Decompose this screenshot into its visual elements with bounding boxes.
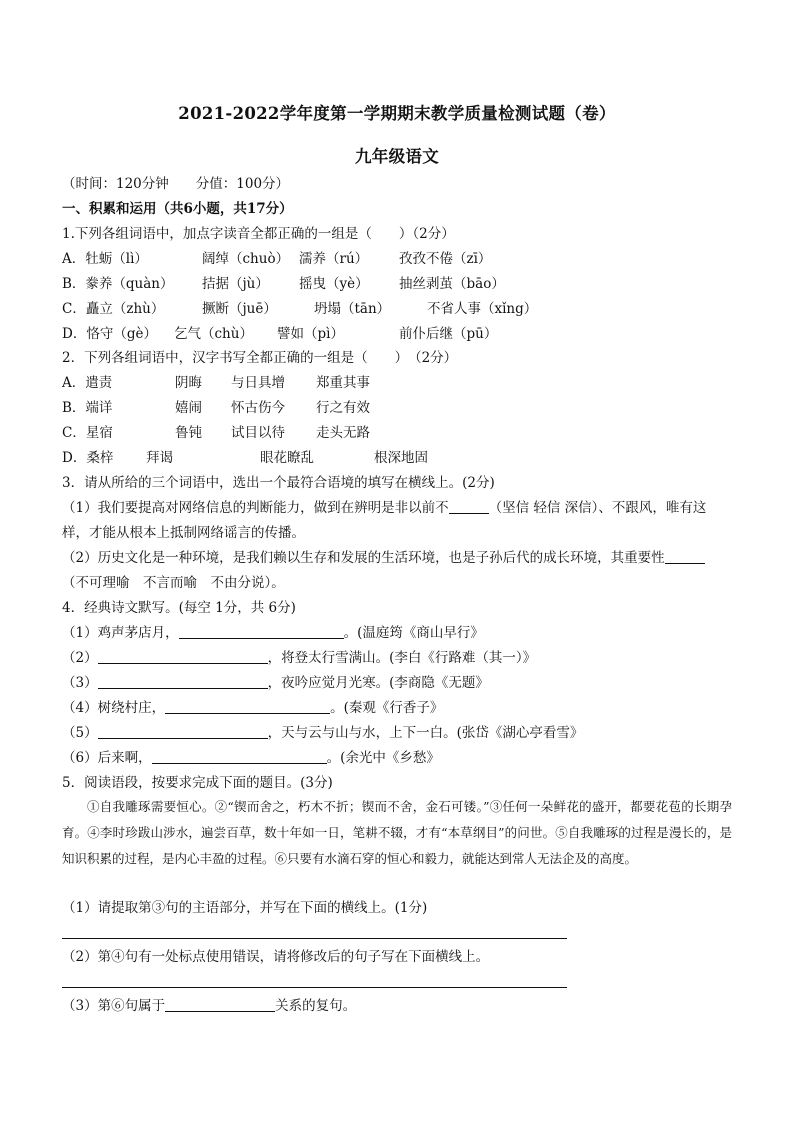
answer-line[interactable] [62,987,567,988]
option-word: 譬如（pì） [277,326,344,342]
text-segment: 。(温庭筠《商山早行》 [343,625,484,641]
exam-meta: （时间：120分钟 分值：100分） [62,176,290,192]
option-word: 郑重其事 [316,375,370,391]
option-word: 抽丝剥茧（bāo） [399,276,505,292]
text-segment: （5） [62,725,98,741]
question-5-sub-2: （2）第④句有一处标点使用错误，请将修改后的句子写在下面横线上。 [62,949,490,965]
option-word: B．豢养（quàn） [62,276,174,292]
text-segment: （3） [62,675,98,691]
text-segment: ，夜吟应觉月光寒。(李商隐《无题》 [267,675,489,691]
question-2-option-d [62,448,428,468]
text-segment: ，天与云与山与水，上下一白。(张岱《湖心亭看雪》 [267,725,584,741]
text-segment: （6）后来啊， [62,750,152,766]
poem-item-6 [62,748,440,768]
question-1-option-b [62,274,505,294]
question-1-option-d [62,324,497,344]
text-segment: （2） [62,650,98,666]
fill-blank[interactable] [165,997,275,1012]
option-word: A．牡蛎（lì） [62,251,148,267]
option-word: 乞气（chù） [174,326,253,342]
fill-blank[interactable] [152,749,327,764]
text-segment: （坚信 轻信 深信）、不跟风，唯有这 [488,500,707,516]
section-heading: 一、积累和运用（共6小题，共17分） [62,201,293,217]
fill-blank[interactable] [665,549,705,564]
question-1-option-c [62,299,537,319]
question-1-option-a [62,249,491,269]
option-word: 行之有效 [316,400,370,416]
exam-subject: 九年级语文 [355,147,439,166]
option-word: 孜孜不倦（zī） [399,251,492,267]
option-word: 坍塌（tān） [314,301,391,317]
option-word: A．遣责 [62,375,113,391]
option-word: 濡养（rú） [299,251,369,267]
question-3-part-2 [62,548,705,568]
option-word: 摇曳（yè） [299,276,369,292]
option-word: 怀古伤今 [231,400,285,416]
text-segment: （4）树绕村庄， [62,700,166,716]
text-segment: （1）鸡声茅店月， [62,625,179,641]
option-word: B．端详 [62,400,113,416]
option-word: 嬉闹 [175,400,202,416]
text-segment: ，将登太行雪满山。(李白《行路难（其一）》 [267,650,537,666]
fill-blank[interactable] [179,624,344,639]
poem-item-3 [62,673,489,693]
question-5-sub-1: （1）请提取第③句的主语部分，并写在下面的横线上。(1分) [62,900,428,916]
option-word: 拜谒 [146,450,173,466]
question-3-part-1 [62,498,706,518]
poem-item-1 [62,623,484,643]
option-word: 根深地固 [374,450,428,466]
fill-blank[interactable] [98,649,268,664]
exam-title: 2021-2022学年度第一学期期末教学质量检测试题（卷） [178,104,616,123]
option-word: D．恪守（gè） [62,326,157,342]
option-word: 试目以待 [231,425,285,441]
text-segment: 。(秦观《行香子》 [330,700,444,716]
option-word: 走头无路 [316,425,370,441]
option-word: C．星宿 [62,425,113,441]
poem-item-2 [62,648,536,668]
fill-blank[interactable] [98,674,268,689]
reading-passage: ①自我雕琢需要恒心。②“锲而舍之，朽木不折；锲而不舍，金石可镂。”③任何一朵鲜花的盛开，都要花苞的长期孕育。④李时珍跋山涉水，遍尝百草，数十年如一日，笔耕不辍，才有“本草纲目”的问世。⑤自我雕琢的过程是漫长的，是知识积累的过程，是内心丰盈的过程。⑥只要有水滴石穿的恒心和毅力，就能达到常人无法企及的高度。 [62,799,732,866]
text-segment: （3）第⑥句属于 [62,998,166,1014]
fill-blank[interactable] [165,699,330,714]
question-2-option-a [62,373,370,393]
question-5-sub-3 [62,996,356,1016]
fill-blank[interactable] [449,499,489,514]
question-3-stem: 3．请从所给的三个词语中，选出一个最符合语境的填写在横线上。(2分) [62,475,495,491]
question-4-stem: 4．经典诗文默写。(每空 1分，共 6分) [62,600,296,616]
option-word: 前仆后继（pū） [399,326,498,342]
text-segment: 。(余光中《乡愁》 [326,750,440,766]
option-word: 拮据（jù） [202,276,269,292]
option-word: 阔绰（chuò） [202,251,290,267]
fill-blank[interactable] [98,724,268,739]
answer-line[interactable] [62,938,567,939]
text-segment: 关系的复句。 [275,998,357,1014]
poem-item-5 [62,723,583,743]
option-word: 阴晦 [175,375,202,391]
option-word: D．桑梓 [62,450,114,466]
question-2-option-b [62,398,370,418]
option-word: 眼花瞭乱 [260,450,314,466]
question-1-stem: 1.下列各组词语中，加点字读音全都正确的一组是（ ）（2分） [62,226,455,242]
option-word: 不省人事（xǐng） [427,301,538,317]
option-word: 撅断（juē） [202,301,277,317]
option-word: 与日具增 [231,375,285,391]
text-segment: （1）我们要提高对网络信息的判断能力，做到在辨明是非以前不 [62,500,449,516]
poem-item-4 [62,698,443,718]
question-3-part-1-cont: 样，才能从根本上抵制网络谣言的传播。 [62,525,305,541]
question-3-part-2-cont: （不可理喻 不言而喻 不由分说）。 [62,575,285,591]
question-2-option-c [62,423,370,443]
option-word: 鲁钝 [175,425,202,441]
question-2-stem: 2．下列各组词语中，汉字书写全都正确的一组是（ ） （2分） [62,350,458,366]
option-word: C．矗立（zhù） [62,301,165,317]
question-5-stem: 5．阅读语段，按要求完成下面的题目。(3分) [62,775,333,791]
text-segment: （2）历史文化是一种环境，是我们赖以生存和发展的生活环境，也是子孙后代的成长环境，其重要性 [62,550,665,566]
